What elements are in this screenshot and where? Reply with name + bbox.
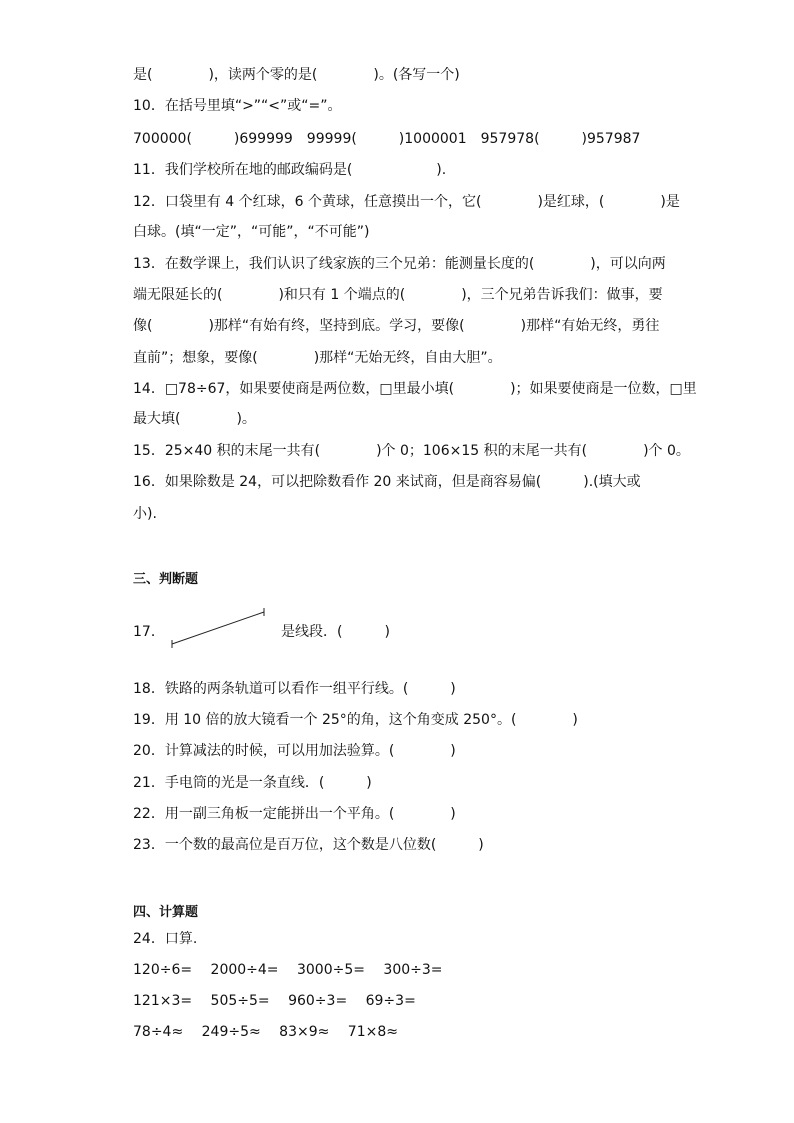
question-23: 23．一个数的最高位是百万位，这个数是八位数( ) xyxy=(133,837,484,853)
section-3-title: 三、判断题 xyxy=(133,572,199,587)
question-13-line1: 13．在数学课上，我们认识了线家族的三个兄弟：能测量长度的( )，可以向两 xyxy=(133,256,666,272)
question-11: 11．我们学校所在地的邮政编码是( ). xyxy=(133,162,447,178)
calc-row-1: 120÷6= 2000÷4= 3000÷5= 300÷3= xyxy=(133,962,443,978)
question-13-line3: 像( )那样“有始有终，坚持到底。学习，要像( )那样“有始无终，勇往 xyxy=(133,318,660,334)
question-12-line2: 白球。(填“一定”，“可能”，“不可能”) xyxy=(133,224,370,240)
question-15: 15．25×40 积的末尾一共有( )个 0；106×15 积的末尾一共有( )个 0。 xyxy=(133,443,690,459)
question-18: 18．铁路的两条轨道可以看作一组平行线。( ) xyxy=(133,681,456,697)
calc-row-3: 78÷4≈ 249÷5≈ 83×9≈ 71×8≈ xyxy=(133,1024,398,1040)
question-19: 19．用 10 倍的放大镜看一个 25°的角，这个角变成 250°。( ) xyxy=(133,712,578,728)
question-20: 20．计算减法的时候，可以用加法验算。( ) xyxy=(133,743,456,759)
question-10-title: 10．在括号里填“>”“<”或“=”。 xyxy=(133,98,342,114)
question-21: 21．手电筒的光是一条直线．( ) xyxy=(133,775,372,791)
question-text-line: 是( )，读两个零的是( )。(各写一个) xyxy=(133,67,460,83)
question-14-line2: 最大填( )。 xyxy=(133,411,256,427)
question-16-line2: 小). xyxy=(133,506,157,522)
question-13-line2: 端无限延长的( )和只有 1 个端点的( )，三个兄弟告诉我们：做事，要 xyxy=(133,287,663,303)
question-17-text: 是线段．( ) xyxy=(281,624,390,640)
question-10-items: 700000( )699999 99999( )1000001 957978( )957987 xyxy=(133,131,641,147)
question-13-line4: 直前”；想象，要像( )那样“无始无终，自由大胆”。 xyxy=(133,350,502,366)
calc-row-2: 121×3= 505÷5= 960÷3= 69÷3= xyxy=(133,993,416,1009)
question-16-line1: 16．如果除数是 24，可以把除数看作 20 来试商，但是商容易偏( ).(填大或 xyxy=(133,474,641,490)
question-14-line1: 14．□78÷67，如果要使商是两位数，□里最小填( )；如果要使商是一位数，□里 xyxy=(133,381,697,397)
section-4-title: 四、计算题 xyxy=(133,905,199,920)
question-17-number: 17． xyxy=(133,624,165,640)
line-segment-figure xyxy=(168,606,268,652)
question-12-line1: 12．口袋里有 4 个红球，6 个黄球，任意摸出一个，它( )是红球，( )是 xyxy=(133,194,680,210)
question-22: 22．用一副三角板一定能拼出一个平角。( ) xyxy=(133,806,456,822)
question-24-title: 24．口算. xyxy=(133,931,198,947)
